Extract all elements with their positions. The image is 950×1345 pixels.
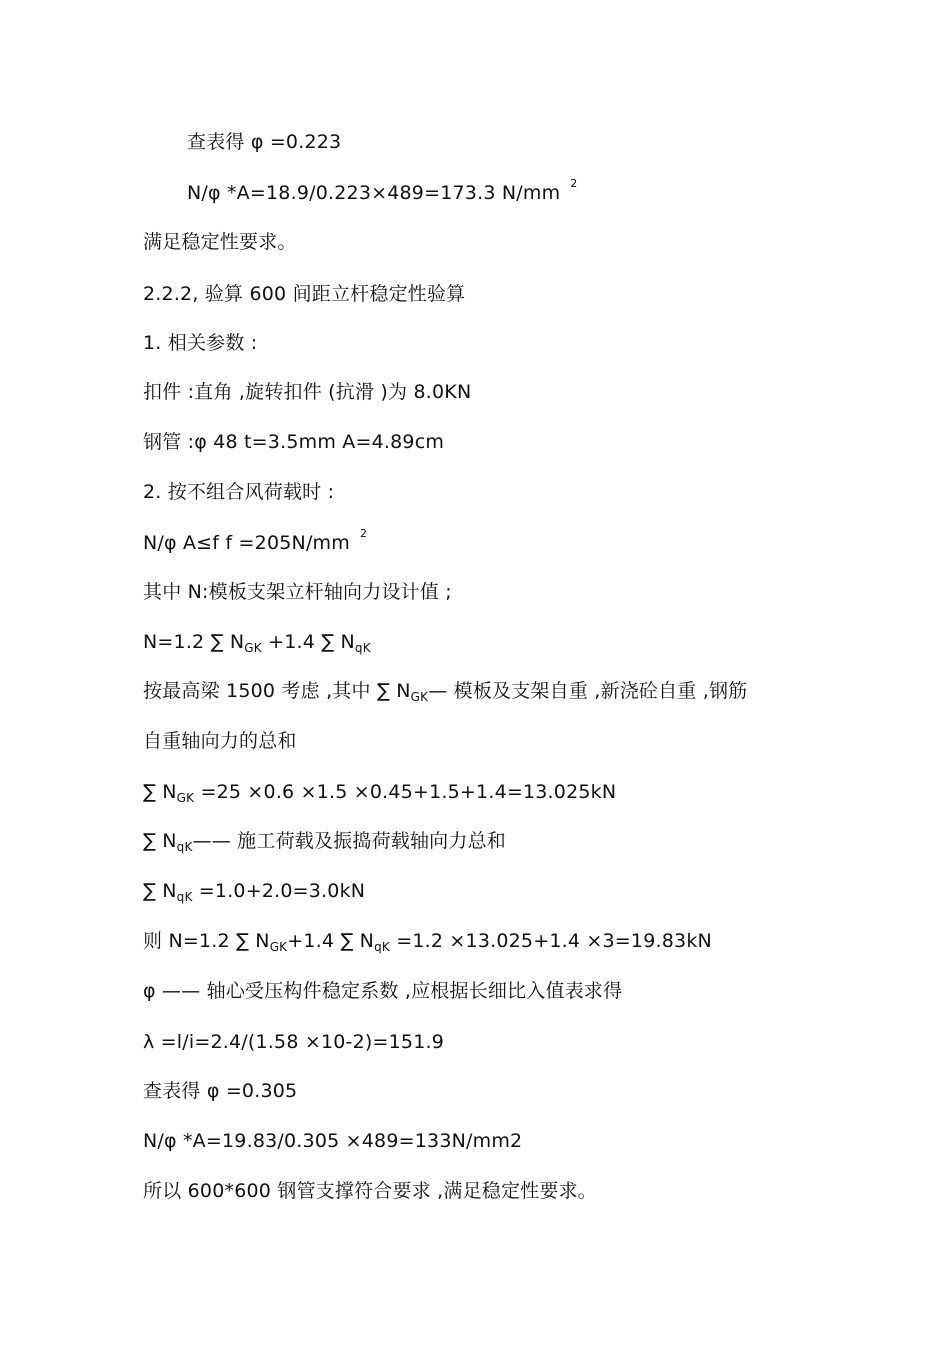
formula-part: =1.0+2.0=3.0kN: [192, 880, 366, 902]
subscript: qK: [354, 641, 371, 655]
subscript: GK: [269, 940, 288, 954]
text-line: [143, 230, 297, 254]
text-line: [143, 380, 471, 404]
slenderness-formula: λ =l/i=2.4/(1.58 ×10-2)=151.9: [143, 1031, 445, 1053]
text-line: [143, 580, 452, 604]
text-line: [187, 177, 578, 208]
text-line: [143, 979, 622, 1003]
formula-part: =25 ×0.6 ×1.5 ×0.45+1.5+1.4=13.025kN: [194, 781, 617, 803]
wind-load-heading: 2. 按不组合风荷载时 :: [143, 481, 335, 503]
text-line: [143, 829, 506, 855]
superscript: 2: [359, 527, 368, 540]
params-heading: 1. 相关参数 :: [143, 332, 258, 354]
formula-part: ∑ N: [143, 781, 177, 803]
text-line: [143, 679, 747, 705]
subscript: GK: [244, 641, 262, 655]
text-line: [143, 929, 712, 955]
subscript: GK: [176, 791, 195, 805]
stress-formula: N/φ *A=19.83/0.305 ×489=133N/mm2: [143, 1130, 523, 1152]
formula-part: 则 N=1.2 ∑ N: [143, 930, 270, 952]
fastener-param: 扣件 :直角 ,旋转扣件 (抗滑 )为 8.0KN: [143, 381, 472, 403]
subscript: GK: [410, 690, 429, 704]
text-line: [143, 1030, 444, 1054]
section-heading: [143, 282, 465, 306]
section-title: 2.2.2, 验算 600 间距立杆稳定性验算: [143, 283, 466, 305]
phi-definition: φ —— 轴心受压构件稳定系数 ,应根据长细比入值表求得: [143, 980, 623, 1002]
formula-part: ∑ N: [143, 880, 177, 902]
final-conclusion: 所以 600*600 钢管支撑符合要求 ,满足稳定性要求。: [143, 1180, 597, 1202]
text-line: [143, 1079, 297, 1103]
formula-part: =1.2 ×13.025+1.4 ×3=19.83kN: [390, 930, 712, 952]
n-definition: 其中 N:模板支架立杆轴向力设计值 ;: [143, 581, 452, 603]
text-line: [187, 130, 341, 154]
text-part: 按最高梁 1500 考虑 ,其中 ∑ N: [143, 680, 411, 702]
text-line: [143, 331, 257, 355]
stability-formula: N/φ A≤f f =205N/mm: [143, 532, 350, 554]
text-line: [143, 480, 334, 504]
formula-part: +1.4 ∑ N: [287, 930, 375, 952]
stress-formula: N/φ *A=18.9/0.223×489=173.3 N/mm: [187, 182, 561, 204]
formula-part: ∑ N: [143, 830, 177, 852]
steel-pipe-param: 钢管 :φ 48 t=3.5mm A=4.89cm: [143, 431, 445, 453]
formula-part: +1.4 ∑ N: [261, 631, 355, 653]
text-line: [143, 1129, 522, 1153]
lookup-phi-result: 查表得 φ =0.223: [187, 131, 342, 153]
text-line: [143, 780, 616, 806]
text-line: [143, 527, 368, 558]
text-line: [143, 729, 297, 753]
subscript: qK: [176, 890, 193, 904]
text-part: — 模板及支架自重 ,新浇砼自重 ,钢筋: [428, 680, 748, 702]
text-line: [143, 630, 371, 656]
superscript: 2: [570, 177, 578, 190]
lookup-phi-result: 查表得 φ =0.305: [143, 1080, 298, 1102]
text-line: [143, 879, 365, 905]
text-part: —— 施工荷载及振捣荷载轴向力总和: [192, 830, 506, 852]
text-line: [143, 430, 444, 454]
formula-part: N=1.2 ∑ N: [143, 631, 245, 653]
text-part: 自重轴向力的总和: [143, 730, 297, 752]
subscript: qK: [176, 840, 193, 854]
subscript: qK: [374, 940, 390, 954]
text-line: [143, 1179, 597, 1203]
conclusion-text: 满足稳定性要求。: [143, 231, 297, 253]
